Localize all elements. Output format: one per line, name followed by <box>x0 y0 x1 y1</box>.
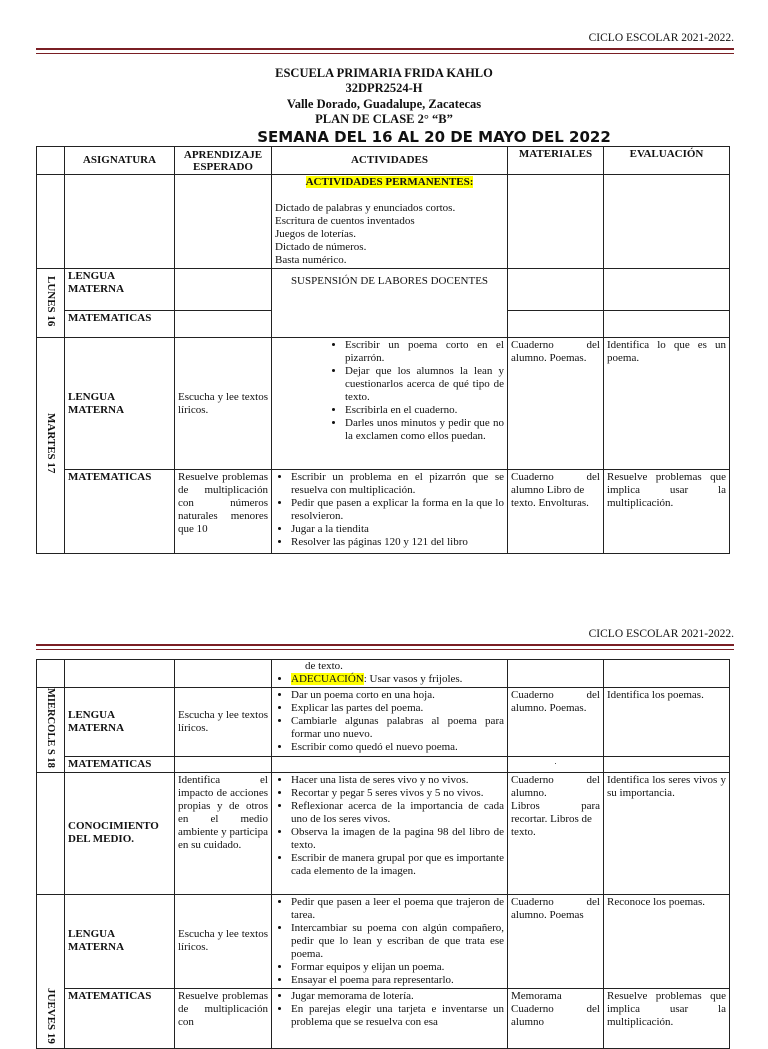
continuation-row <box>37 660 730 688</box>
adaptation-item <box>291 673 504 686</box>
list-item: • Hacer una lista de seres vivo y no vivos. <box>291 774 504 787</box>
permanent-activities-list <box>275 202 504 267</box>
learning-text: Escucha y lee textos líricos. <box>175 688 272 757</box>
materials-cell <box>508 988 604 1048</box>
activities-header: ACTIVIDADES <box>272 147 508 175</box>
day-label-monday: LUNES 16 <box>45 275 57 327</box>
subject-mate: MATEMATICAS <box>65 988 175 1048</box>
list-item: • Dar un poema corto en una hoja. <box>291 689 504 702</box>
tuesday-lengua-row <box>37 338 730 470</box>
materials-text: . <box>508 756 604 772</box>
list-item: • Jugar memorama de lotería. <box>291 990 504 1003</box>
materials-text: Cuaderno <box>511 689 554 701</box>
materials-text: del <box>586 689 600 701</box>
learning-text: Escucha y lee textos líricos. <box>175 338 272 470</box>
adaptation-list <box>275 673 504 686</box>
subject-lengua: LENGUA MATERNA <box>65 269 175 311</box>
materials-text: Cuaderno <box>511 471 554 483</box>
monday-lengua-row <box>37 269 730 311</box>
day-label-wednesday: MIERCOLE S 18 <box>45 688 56 768</box>
header-rule <box>36 48 734 50</box>
evaluation-text: Reconoce los poemas. <box>604 894 730 988</box>
week-title: SEMANA DEL 16 AL 20 DE MAYO DEL 2022 <box>257 128 611 146</box>
day-header <box>37 147 65 175</box>
list-item: • Resolver las páginas 120 y 121 del libro <box>291 536 504 549</box>
thursday-lengua-row <box>37 894 730 988</box>
evaluation-text: Identifica los poemas. <box>604 688 730 757</box>
materials-text: Cuaderno <box>511 895 554 908</box>
materials-cell <box>508 470 604 554</box>
plan-title: PLAN DE CLASE 2° “B” <box>315 112 453 126</box>
list-item: • Pedir que pasen a leer el poema que trajeron de tarea. <box>291 896 504 922</box>
header-rule <box>36 644 734 646</box>
materials-text: alumno <box>511 1015 544 1028</box>
learning-text: Escucha y lee textos líricos. <box>175 894 272 988</box>
subject-lengua: LENGUA MATERNA <box>65 688 175 757</box>
subject-mate: MATEMATICAS <box>65 311 175 338</box>
materials-text: recortar. Libros de texto. <box>511 812 592 838</box>
day-label-thursday: JUEVES 19 <box>45 988 57 1044</box>
materials-text: del <box>586 1002 600 1015</box>
materials-text: del <box>586 339 600 351</box>
header-rule <box>36 649 734 650</box>
thursday-mate-row <box>37 988 730 1048</box>
activities-list <box>275 990 504 1029</box>
activities-list <box>275 896 504 987</box>
activities-list <box>275 339 504 443</box>
materials-text: Cuaderno <box>511 339 554 351</box>
materials-text: Libros <box>511 799 540 812</box>
list-item: • Escribir un poema corto en el pizarrón. <box>345 339 504 365</box>
adaptation-label: ADECUACIÓN <box>291 673 364 685</box>
list-item: • Reflexionar acerca de la importancia de cada uno de los seres vivos. <box>291 800 504 826</box>
list-item: • Escribir de manera grupal por que es importante cada elemento de la imagen. <box>291 852 504 878</box>
list-item: • Ensayar el poema para representarlo. <box>291 974 504 987</box>
permanent-activities-row <box>37 175 730 269</box>
list-item: • Cambiarle algunas palabras al poema para formar uno nuevo. <box>291 715 504 741</box>
evaluation-text: Identifica los seres vivos y su importancia. <box>604 772 730 894</box>
list-item: • Explicar las partes del poema. <box>291 702 504 715</box>
permanent-activities-title: ACTIVIDADES PERMANENTES: <box>305 176 474 188</box>
school-code: 32DPR2524-H <box>345 81 423 95</box>
learning-header: APRENDIZAJE ESPERADO <box>175 147 272 175</box>
list-item: Basta numérico. <box>275 254 347 266</box>
list-item: • Escribir un problema en el pizarrón que se resuelva con multiplicación. <box>291 471 504 497</box>
day-label-tuesday: MARTES 17 <box>45 413 57 474</box>
list-item: • Escribirla en el cuaderno. <box>345 404 504 417</box>
subject-mate: MATEMATICAS <box>65 756 175 772</box>
materials-text: alumno. Poemas <box>511 908 584 921</box>
wednesday-lengua-row <box>37 688 730 757</box>
materials-text: del <box>586 471 600 483</box>
materials-text: Cuaderno <box>511 1002 554 1015</box>
wednesday-mate-row <box>37 756 730 772</box>
list-item: Escritura de cuentos inventados <box>275 215 415 227</box>
materials-cell <box>508 772 604 894</box>
list-item: • Pedir que pasen a explicar la forma en la que lo resolvieron. <box>291 497 504 523</box>
activities-list <box>275 689 504 754</box>
materials-text: alumno. <box>511 786 547 799</box>
list-item: • Jugar a la tiendita <box>291 523 504 536</box>
list-item: • Dejar que los alumnos la lean y cuestionarlos acerca de qué tipo de texto. <box>345 365 504 404</box>
adaptation-text: : Usar vasos y frijoles. <box>363 673 463 685</box>
materials-cell <box>508 688 604 757</box>
list-item: Dictado de palabras y enunciados cortos. <box>275 202 456 214</box>
evaluation-text: Resuelve problemas que implica usar la multiplicación. <box>604 988 730 1048</box>
evaluation-text: Identifica lo que es un poema. <box>604 338 730 470</box>
continued-text: de texto. <box>305 660 343 672</box>
school-location: Valle Dorado, Guadalupe, Zacatecas <box>286 97 482 111</box>
subject-lengua: LENGUA MATERNA <box>65 338 175 470</box>
learning-text: Resuelve problemas de multiplicación con <box>175 988 272 1048</box>
header-rule <box>36 53 734 54</box>
list-item: • Escribir como quedó el nuevo poema. <box>291 741 504 754</box>
materials-cell <box>508 338 604 470</box>
conocimiento-row <box>37 772 730 894</box>
lesson-plan-table-continued <box>36 659 730 1049</box>
tuesday-mate-row <box>37 470 730 554</box>
subject-mate: MATEMATICAS <box>65 470 175 554</box>
materials-text: del <box>586 895 600 908</box>
subject-lengua: LENGUA MATERNA <box>65 894 175 988</box>
school-year-label: CICLO ESCOLAR 2021-2022. <box>588 628 734 640</box>
learning-text: Resuelve problemas de multiplicación con números naturales menores que 10 <box>175 470 272 554</box>
school-name: ESCUELA PRIMARIA FRIDA KAHLO <box>275 66 493 80</box>
materials-text: del <box>586 773 600 786</box>
materials-text: Cuaderno <box>511 773 554 786</box>
list-item: • Formar equipos y elijan un poema. <box>291 961 504 974</box>
activities-list <box>275 471 504 549</box>
materials-text: Memorama <box>511 989 562 1002</box>
materials-header: MATERIALES <box>508 147 604 175</box>
activities-list <box>275 774 504 878</box>
materials-cell <box>508 894 604 988</box>
table-header-row <box>37 147 730 175</box>
subject-header: ASIGNATURA <box>65 147 175 175</box>
materials-text: alumno. Poemas. <box>511 702 587 714</box>
materials-text: alumno Libro de texto. Envolturas. <box>511 484 589 509</box>
learning-text: Identifica el impacto de acciones propias y de otros en el medio ambiente y participa en su cuidado. <box>175 772 272 894</box>
list-item: Dictado de números. <box>275 241 367 253</box>
lesson-plan-table <box>36 146 730 554</box>
list-item: Juegos de loterías. <box>275 228 356 240</box>
list-item: • Intercambiar su poema con algún compañero, pedir que lo lean y escriban de que trata ese poema. <box>291 922 504 961</box>
school-year-label: CICLO ESCOLAR 2021-2022. <box>588 32 734 44</box>
suspension-note: SUSPENSIÓN DE LABORES DOCENTES <box>290 275 489 287</box>
subject-conocimiento: CONOCIMIENTO DEL MEDIO. <box>65 772 175 894</box>
materials-text: para <box>581 799 600 812</box>
materials-text: alumno. Poemas. <box>511 352 587 364</box>
list-item: • Darles unos minutos y pedir que no la exclamen como ellos puedan. <box>345 417 504 443</box>
list-item: • Observa la imagen de la pagina 98 del libro de texto. <box>291 826 504 852</box>
list-item: • Recortar y pegar 5 seres vivos y 5 no vivos. <box>291 787 504 800</box>
list-item: • En parejas elegir una tarjeta e inventarse un problema que se resuelva con esa <box>291 1003 504 1029</box>
evaluation-header: EVALUACIÓN <box>604 147 730 175</box>
evaluation-text: Resuelve problemas que implica usar la multiplicación. <box>604 470 730 554</box>
